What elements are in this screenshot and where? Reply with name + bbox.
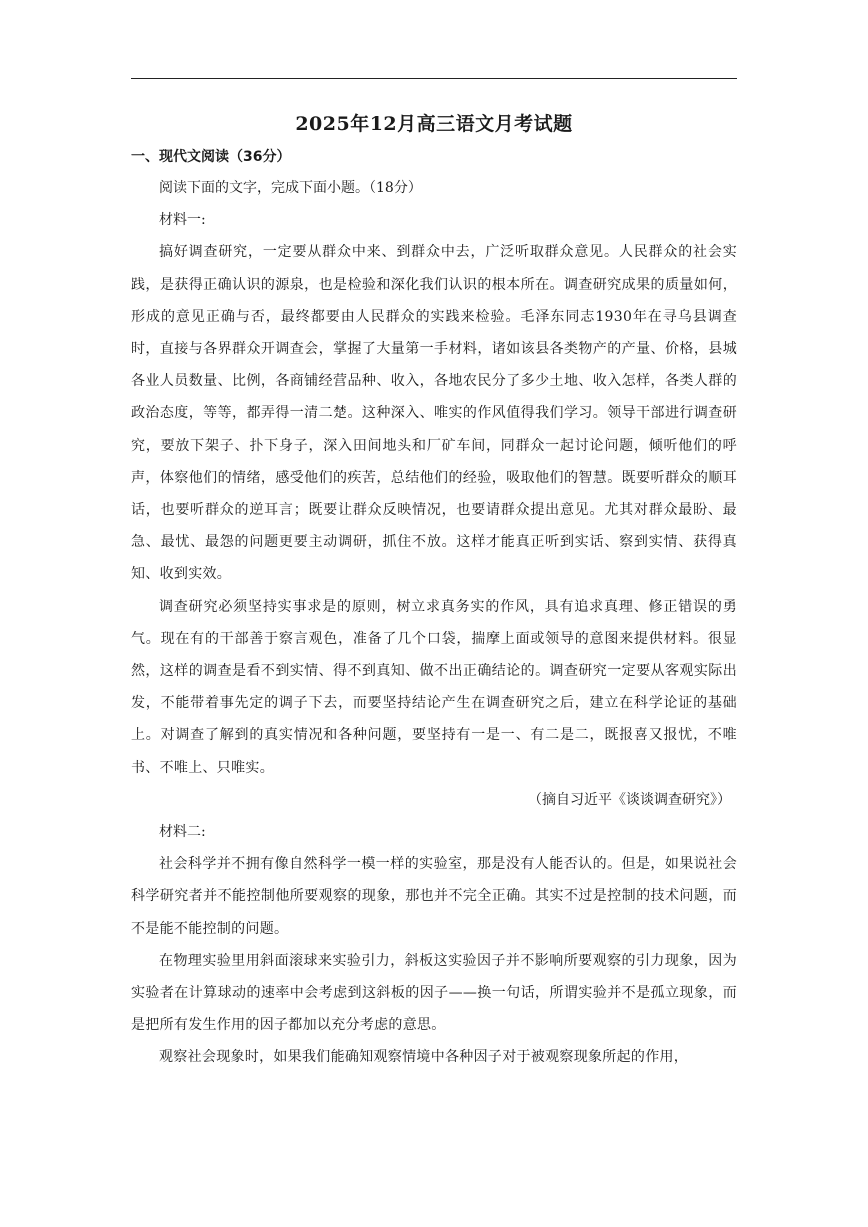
reading-instruction: 阅读下面的文字，完成下面小题。（18分） <box>159 180 422 196</box>
header-rule <box>131 78 737 79</box>
material-2-paragraph: 在物理实验里用斜面滚球来实验引力，斜板这实验因子并不影响所要观察的引力现象，因为实验者在计算球动的速率中会考虑到这斜板的因子——换一句话，所谓实验并不是孤立现象，而是把所有发生作用的因子都加以充分考虑的意思。 <box>131 952 737 1034</box>
material-1-source: （摘自习近平《谈谈调查研究》） <box>528 791 731 808</box>
section-heading: 一、现代文阅读（36分） <box>131 149 291 165</box>
material-2-paragraph: 观察社会现象时，如果我们能确知观察情境中各种因子对于被观察现象所起的作用， <box>159 1049 689 1066</box>
exam-page <box>131 110 737 1074</box>
material-2-label: 材料二: <box>159 824 206 841</box>
material-1-paragraph: 搞好调查研究，一定要从群众中来、到群众中去，广泛听取群众意见。人民群众的社会实践，是获得正确认识的源泉，也是检验和深化我们认识的根本所在。调查研究成果的质量如何，形成的意见正确与否，最终都要由人民群众的实践来检验。毛泽东同志1930年在寻乌县调查时，直接与各界群众开调查会，掌握了大量第一手材料，诸如该县各类物产的产量、价格，县城各业人员数量、比例，各商铺经营品种、收入，各地农民分了多少土地、收入怎样，各类人群的政治态度，等等，都弄得一清二楚。这种深入、唯实的作风值得我们学习。领导干部进行调查研究，要放下架子、扑下身子，深入田间地头和厂矿车间，同群众一起讨论问题，倾听他们的呼声，体察他们的情绪，感受他们的疾苦，总结他们的经验，吸取他们的智慧。既要听群众的顺耳话，也要听群众的逆耳言；既要让群众反映情况，也要请群众提出意见。尤其对群众最盼、最急、最忧、最怨的问题更要主动调研，抓住不放。这样才能真正听到实话、察到实情、获得真知、收到实效。 <box>131 244 737 583</box>
material-1-paragraph: 调查研究必须坚持实事求是的原则，树立求真务实的作风，具有追求真理、修正错误的勇气。现在有的干部善于察言观色，准备了几个口袋，揣摩上面或领导的意图来提供材料。很显然，这样的调查是看不到实情、得不到真知、做不出正确结论的。调查研究一定要从客观实际出发，不能带着事先定的调子下去，而要坚持结论产生在调查研究之后，建立在科学论证的基础上。对调查了解到的真实情况和各种问题，要坚持有一是一、有二是二，既报喜又报忧，不唯书、不唯上、只唯实。 <box>131 598 737 776</box>
material-2-paragraph: 社会科学并不拥有像自然科学一模一样的实验室，那是没有人能否认的。但是，如果说社会科学研究者并不能控制他所要观察的现象，那也并不完全正确。其实不过是控制的技术问题，而不是能不能控制的问题。 <box>131 856 737 937</box>
exam-title: 2025年12月高三语文月考试题 <box>295 113 573 135</box>
material-1-label: 材料一: <box>159 212 206 229</box>
